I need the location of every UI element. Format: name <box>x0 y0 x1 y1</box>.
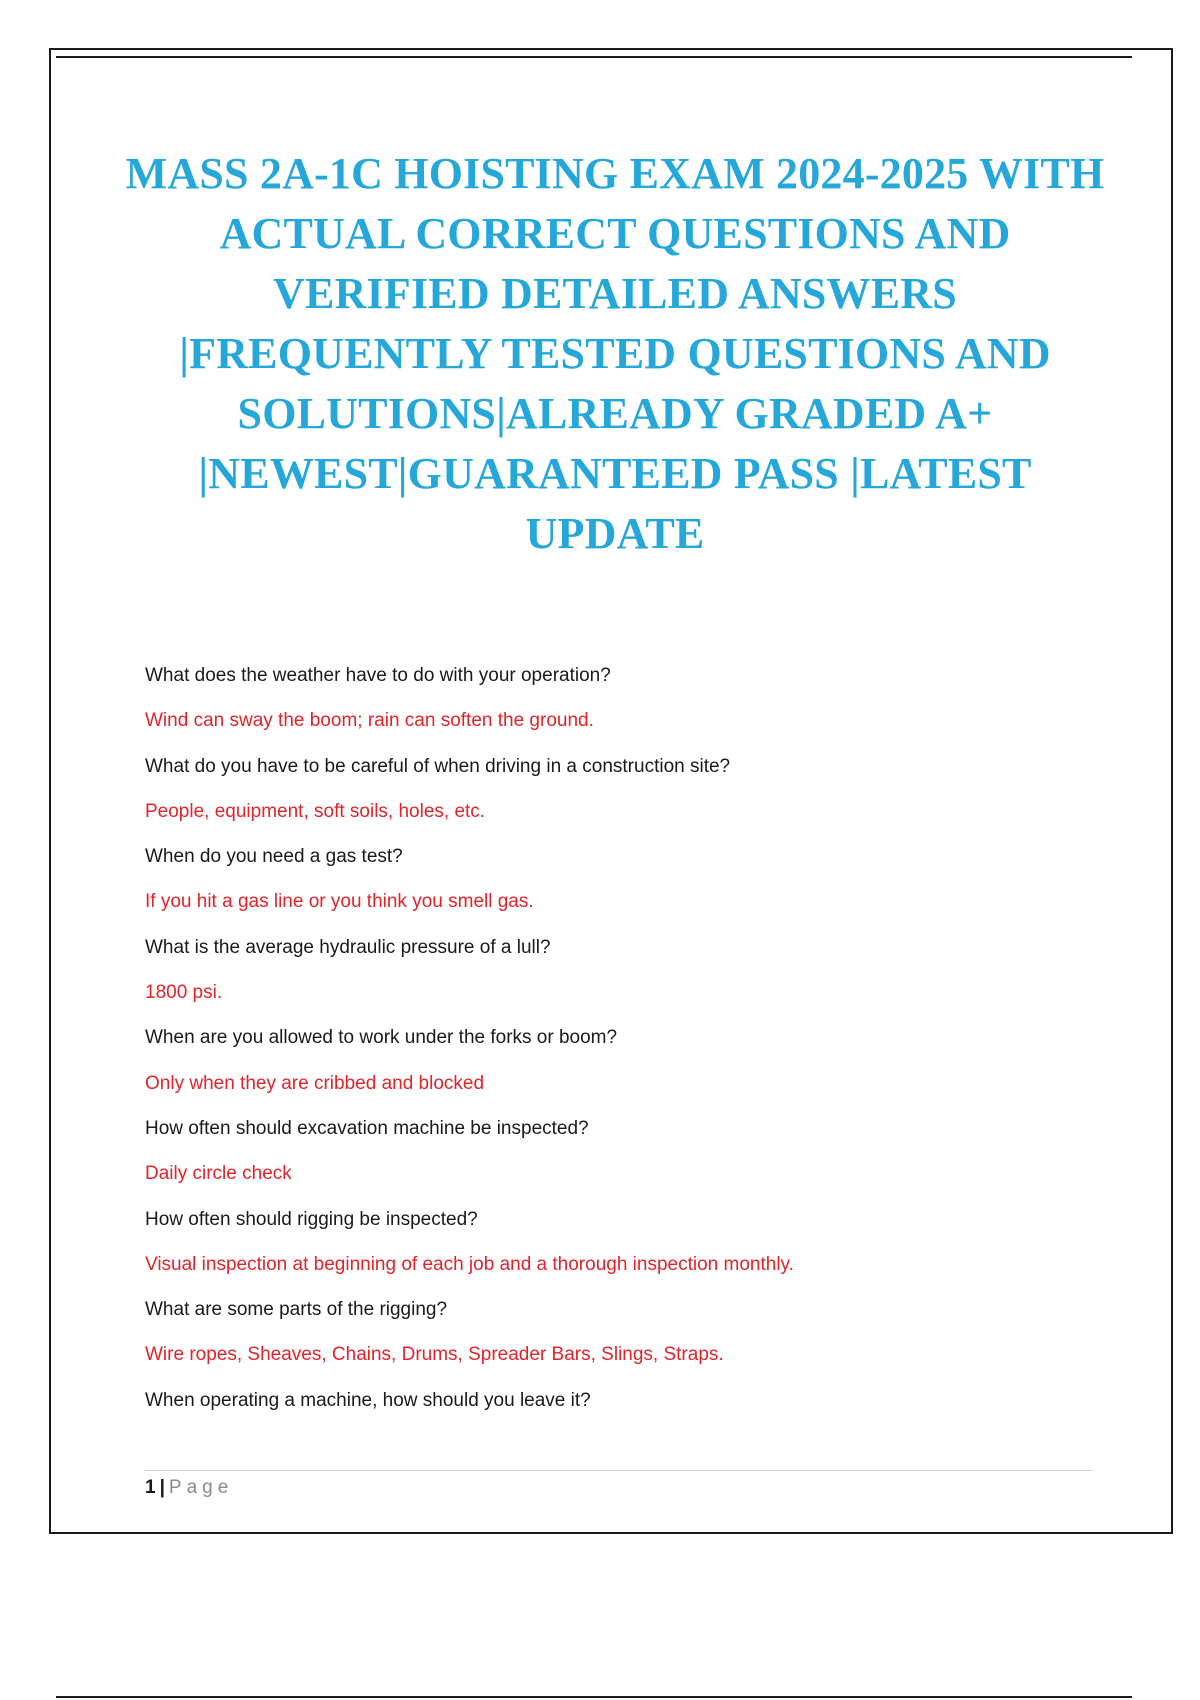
question-line: How often should rigging be inspected? <box>145 1208 478 1230</box>
question-line: When are you allowed to work under the forks or boom? <box>145 1027 618 1049</box>
document-title: MASS 2A-1C HOISTING EXAM 2024-2025 WITH ACTUAL CORRECT QUESTIONS AND VERIFIED DETAILED ANSWERS |FREQUENTLY TESTED QUESTIONS AND SOLUTIONS|ALREADY GRADED A+ |NEWEST|GUARANTEED PASS |LATEST UPDATE <box>125 149 1105 558</box>
question-line: What are some parts of the rigging? <box>145 1299 448 1321</box>
question-line: What does the weather have to do with your operation? <box>145 665 611 686</box>
bottom-rule <box>56 1696 1132 1698</box>
answer-line: If you hit a gas line or you think you smell gas. <box>145 891 534 913</box>
question-line: How often should excavation machine be inspected? <box>145 1117 589 1139</box>
page-footer <box>145 1476 233 1500</box>
page-number: 1 <box>145 1477 156 1498</box>
question-line: What do you have to be careful of when driving in a construction site? <box>145 755 731 777</box>
question-line: When do you need a gas test? <box>145 846 403 868</box>
question-line: When operating a machine, how should you leave it? <box>145 1389 591 1411</box>
answer-line: 1800 psi. <box>145 982 223 1004</box>
question-line: What is the average hydraulic pressure of a lull? <box>145 936 551 958</box>
answer-line: Daily circle check <box>145 1163 292 1185</box>
answer-line: Visual inspection at beginning of each job and a thorough inspection monthly. <box>145 1253 794 1275</box>
footer-rule <box>145 1470 1093 1471</box>
answer-line: Wire ropes, Sheaves, Chains, Drums, Spreader Bars, Slings, Straps. <box>145 1344 724 1366</box>
page-label: Page <box>168 1477 234 1498</box>
answer-line: Only when they are cribbed and blocked <box>145 1072 485 1094</box>
answer-line: Wind can sway the boom; rain can soften the ground. <box>145 710 594 732</box>
qa-list <box>145 664 1085 1434</box>
answer-line: People, equipment, soft soils, holes, etc. <box>145 800 486 822</box>
top-rule <box>56 56 1132 58</box>
page-separator: | <box>159 1477 165 1498</box>
